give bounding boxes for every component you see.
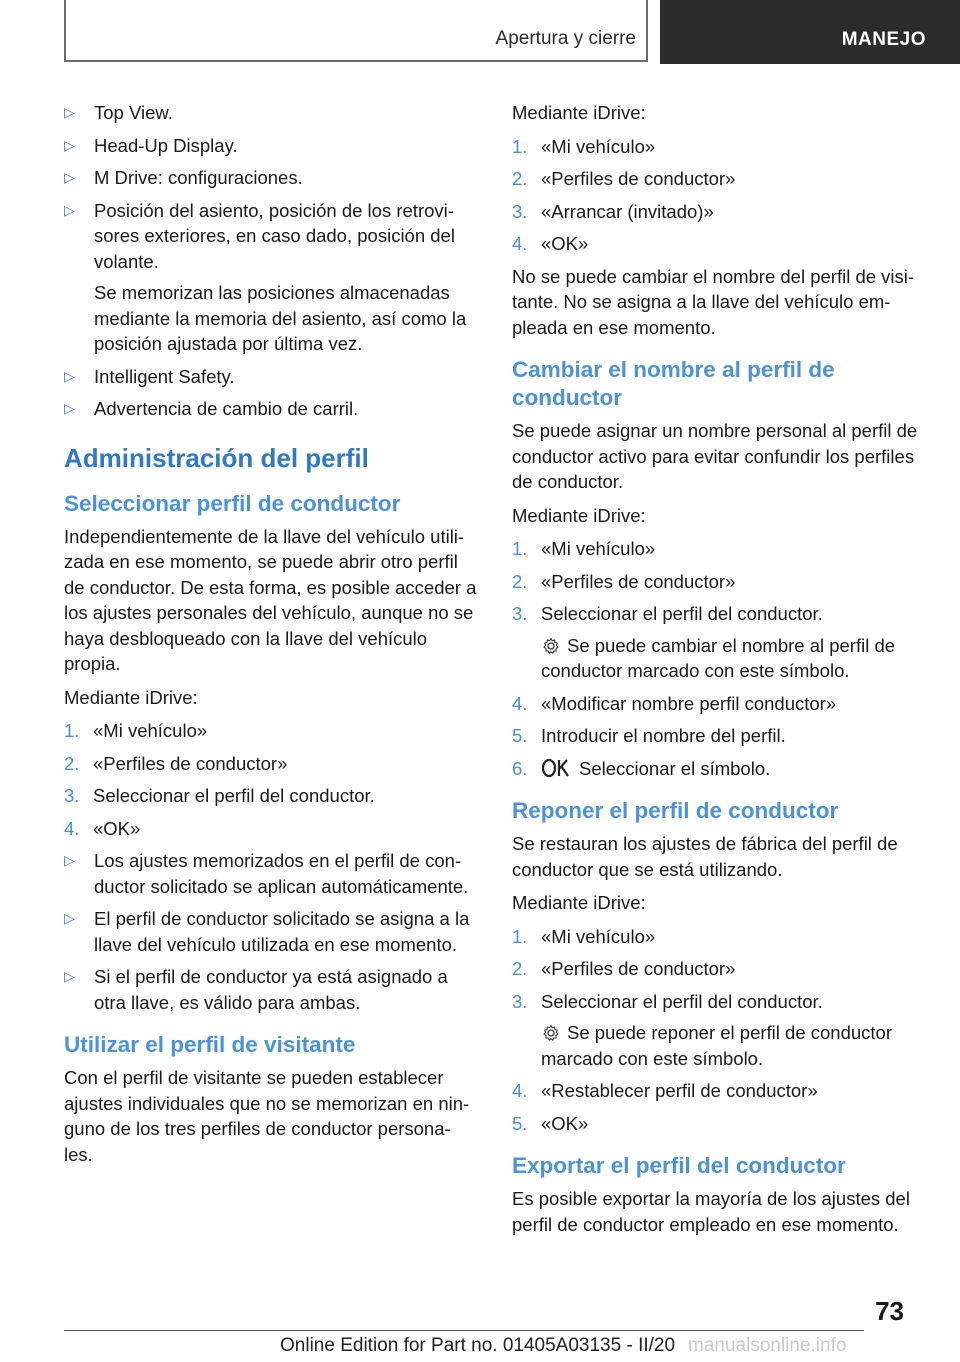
- step-item: 4. «Modificar nombre perfil conductor»: [512, 692, 837, 714]
- paragraph: No se puede cambiar el nombre del perfil de visi-tante. No se asigna a la llave del vehículo em-pleada en ese momento.: [512, 265, 915, 338]
- step-item: 1. «Mi vehículo»: [512, 925, 656, 947]
- section-tab: [64, 0, 648, 62]
- step-item: 3. Seleccionar el perfil del conductor. Se puede cambiar el nombre al perfil de conductor marcado con este símbolo.: [512, 601, 928, 684]
- step-item: 2. «Perfiles de conductor»: [64, 752, 288, 774]
- step-note: Se puede cambiar el nombre al perfil de conductor marcado con este símbolo.: [541, 634, 896, 681]
- watermark: manualsonline.info: [688, 1335, 847, 1356]
- step-item: 6. Seleccionar el símbolo.: [512, 757, 771, 779]
- step-item: 3. Seleccionar el perfil del conductor. Se puede reponer el perfil de conductor marcado con este símbolo.: [512, 989, 928, 1072]
- paragraph: Con el perfil de visitante se pueden establecer ajustes individuales que no se memorizan en nin-guno de los tres perfiles de conductor persona-les.: [64, 1067, 470, 1165]
- footer-edition: Online Edition for Part no. 01405A03135 - II/20: [280, 1335, 676, 1356]
- list-item: ▷ Posición del asiento, posición de los retrovi-sores exteriores, en caso dado, posición del volante. Se memorizan las posiciones almacenadas mediante la memoria del asiento, así como la posición ajustada por última vez.: [64, 198, 478, 357]
- triangle-right-icon: ▷: [64, 852, 75, 868]
- triangle-right-icon: ▷: [64, 968, 75, 984]
- triangle-right-icon: ▷: [64, 910, 75, 926]
- chapter-tab: [660, 0, 960, 64]
- section-heading: Administración del perfil: [64, 442, 369, 473]
- step-note: Se puede reponer el perfil de conductor marcado con este símbolo.: [541, 1022, 892, 1069]
- paragraph: Independientemente de la llave del vehículo utili-zada en ese momento, se puede abrir otro perfil de conductor. De esta forma, es posible acceder a los ajustes personales del vehículo, aunque no se haya desbloqueado con la llave del vehículo propia.: [64, 525, 477, 674]
- section-title: Apertura y cierre: [495, 28, 636, 49]
- step-item: 1. «Mi vehículo»: [512, 538, 656, 559]
- paragraph: Se puede asignar un nombre personal al perfil de conductor activo para evitar confundir los perfiles de conductor.: [512, 420, 918, 492]
- triangle-right-icon: ▷: [64, 201, 75, 218]
- step-item: 2. «Perfiles de conductor»: [512, 168, 736, 189]
- subsection-heading: Reponer el perfil de conductor: [512, 798, 839, 823]
- subsection-heading: Seleccionar perfil de conductor: [64, 490, 401, 516]
- triangle-right-icon: ▷: [64, 136, 75, 153]
- list-item: ▷ Los ajustes memorizados en el perfil de con-ductor solicitado se aplican automáticamente.: [64, 850, 469, 897]
- step-item: 2. «Perfiles de conductor»: [512, 570, 736, 592]
- triangle-right-icon: ▷: [64, 169, 75, 185]
- list-item: ▷ Si el perfil de conductor ya está asignado a otra llave, es válido para ambas.: [64, 966, 448, 1013]
- right-column: [512, 100, 928, 1245]
- step-item: 1. «Mi vehículo»: [512, 135, 656, 157]
- subsection-heading: Exportar el perfil del conductor: [512, 1153, 846, 1178]
- step-item: 4. «Restablecer perfil de conductor»: [512, 1080, 818, 1101]
- list-item: ▷ Head-Up Display.: [64, 133, 478, 159]
- triangle-right-icon: ▷: [64, 400, 75, 416]
- gear-icon: [541, 636, 561, 656]
- step-item: 5. «OK»: [512, 1112, 589, 1134]
- footer-divider: [64, 1330, 864, 1331]
- page-number: 73: [875, 1296, 904, 1326]
- paragraph: Mediante iDrive:: [512, 892, 646, 913]
- list-item: ▷ Advertencia de cambio de carril.: [64, 396, 478, 422]
- ok-icon: [541, 758, 571, 778]
- page-header: [0, 0, 960, 66]
- step-item: 4. «OK»: [64, 817, 141, 839]
- chapter-title: MANEJO: [841, 29, 926, 50]
- triangle-right-icon: ▷: [64, 104, 75, 120]
- step-item: 3. «Arrancar (invitado)»: [512, 200, 714, 222]
- paragraph: Se restauran los ajustes de fábrica del perfil de conductor que se está utilizando.: [512, 833, 898, 880]
- subsection-heading: Utilizar el perfil de visitante: [64, 1032, 356, 1057]
- paragraph: Mediante iDrive:: [512, 504, 646, 526]
- step-item: 5. Introducir el nombre del perfil.: [512, 725, 786, 746]
- list-item: ▷ M Drive: configuraciones.: [64, 165, 478, 191]
- list-item: ▷ El perfil de conductor solicitado se asigna a la llave del vehículo utilizada en ese momento.: [64, 908, 470, 955]
- step-item: 2. «Perfiles de conductor»: [512, 958, 736, 979]
- triangle-right-icon: ▷: [64, 367, 75, 384]
- list-item: ▷ Intelligent Safety.: [64, 364, 478, 390]
- paragraph: Mediante iDrive:: [512, 102, 646, 123]
- left-column: [64, 100, 478, 1175]
- paragraph: Mediante iDrive:: [64, 686, 198, 708]
- step-item: 4. «OK»: [512, 233, 589, 254]
- gear-icon: [541, 1023, 561, 1043]
- subsection-heading: Cambiar el nombre al perfil de conductor: [512, 357, 835, 410]
- step-item: 1. «Mi vehículo»: [64, 720, 208, 741]
- step-item: 3. Seleccionar el perfil del conductor.: [64, 785, 375, 806]
- list-item: ▷ Top View.: [64, 100, 478, 126]
- paragraph: Es posible exportar la mayoría de los ajustes del perfil de conductor empleado en ese momento.: [512, 1188, 910, 1235]
- list-item-note: Se memorizan las posiciones almacenadas mediante la memoria del asiento, así como la posición ajustada por última vez.: [94, 282, 467, 354]
